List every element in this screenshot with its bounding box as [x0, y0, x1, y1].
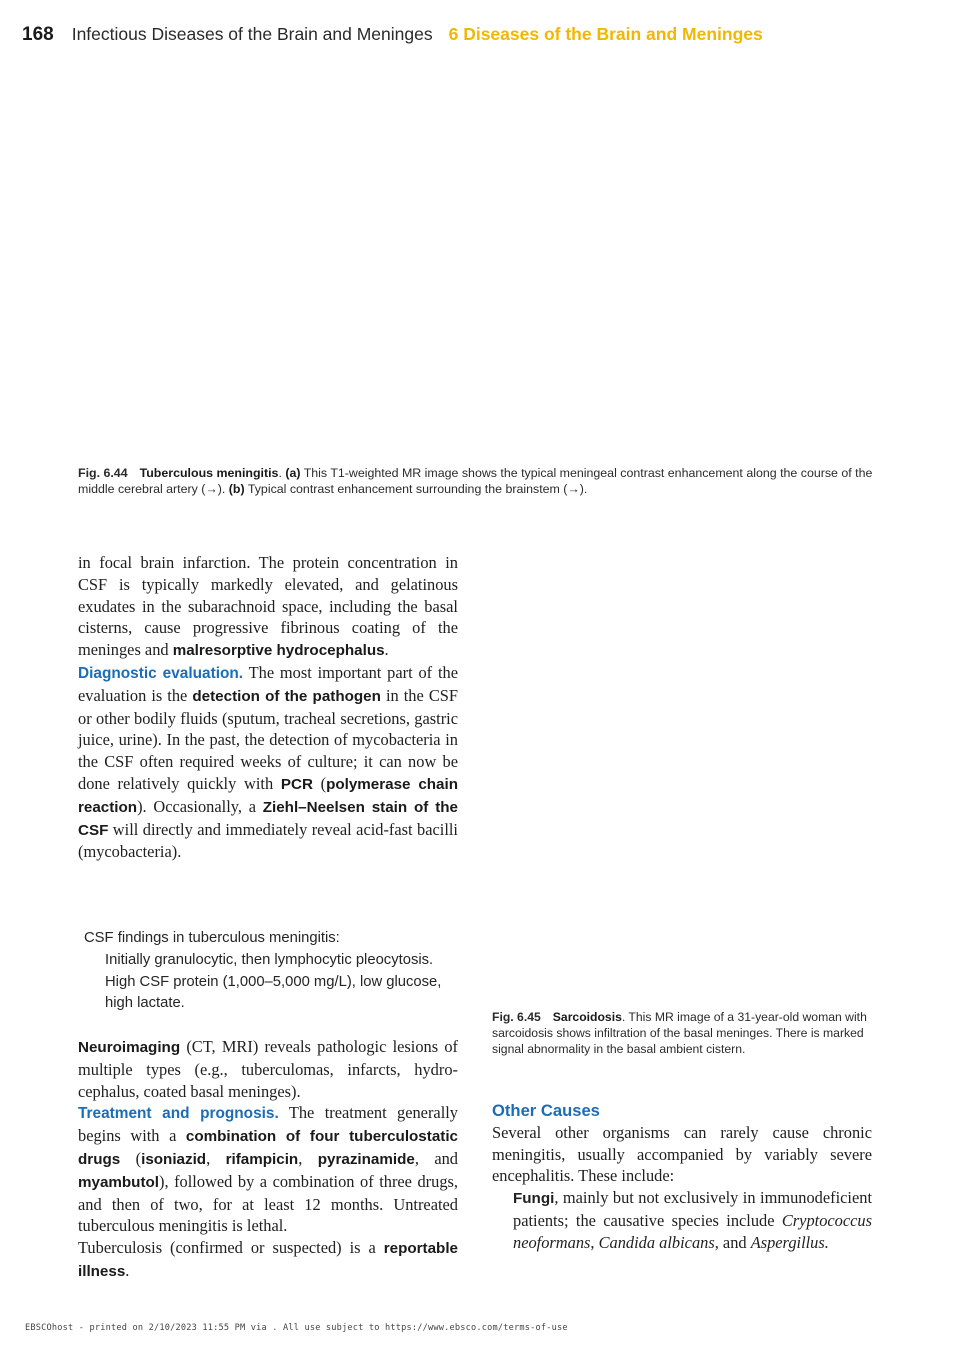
section-head-diagnostic: Diagnostic evaluation. — [78, 664, 244, 682]
section-head-treatment: Treatment and prognosis. — [78, 1105, 279, 1123]
figure-6-45-caption — [492, 1010, 876, 1057]
paragraph-other-causes-intro: Several other organisms can rarely cause chronic meningitis, usually accompanied by variably severe encephalitis. These include: — [492, 1122, 872, 1186]
paragraph-neuroimaging — [78, 1036, 458, 1102]
text-run: in the CSF or other bodily fluids (sputum, tracheal secretions, gastric juice, urine). In the past, the detection of mycobacteria in the CSF often required weeks of culture; it can now be done relatively quickly with — [78, 685, 458, 793]
drug-pyrazinamide: pyrazinamide — [317, 1150, 415, 1168]
figure-text-a: This T1-weighted MR image shows the typical meningeal contrast enhancement along the course of the middle cerebral artery (→). — [78, 466, 873, 496]
term-fungi: Fungi — [513, 1190, 555, 1208]
text-run: , and — [414, 1148, 458, 1168]
page-number: 168 — [22, 24, 54, 45]
paragraph-reportable — [78, 1237, 458, 1283]
text-run: The treatment generally begins with a — [78, 1103, 458, 1146]
left-column-bottom — [78, 1036, 458, 1283]
box-line: Initially granulocytic, then lymphocytic pleocytosis. — [105, 951, 434, 968]
text-run: The most important part of the evaluation is the — [78, 662, 458, 705]
figure-part-b: (b) — [228, 482, 245, 496]
species-candida: Candida albicans — [598, 1232, 715, 1252]
figure-label: Fig. 6.44 — [78, 466, 128, 480]
text-run: ), followed by a combination of three drugs, and then of two, for at least 12 months. Untreated tuberculous meningitis is lethal. — [78, 1171, 458, 1236]
figure-text-b: Typical contrast enhancement surrounding the brainstem (→). — [244, 482, 588, 496]
section-heading-other-causes: Other Causes — [492, 1101, 600, 1120]
text-run: (CT, MRI) reveals pathologic lesions of multiple types (e.g., tuberculomas, infarcts, hydrocephalus, coated basal meninges). — [78, 1037, 458, 1101]
term-detection-pathogen: detection of the pathogen — [192, 687, 381, 705]
term-neuroimaging: Neuroimaging — [78, 1039, 181, 1056]
species-cryptococcus: Cryptococcus neoformans — [513, 1210, 872, 1252]
text-run: , — [206, 1148, 226, 1168]
box-line: High CSF protein (1,000–5,000 mg/L), low glucose, high lactate. — [105, 973, 442, 1012]
paragraph-pathology — [78, 552, 458, 662]
text-run: . — [384, 640, 389, 660]
box-title: CSF findings in tuberculous meningitis: — [84, 930, 340, 946]
chapter-title: 6 Diseases of the Brain and Meninges — [448, 24, 763, 44]
term-malresorptive-hydrocephalus: malresorptive hydrocephalus — [172, 642, 385, 660]
figure-title: Tuberculous meningitis — [139, 466, 279, 480]
text-run: , — [590, 1232, 599, 1252]
figure-text: . This MR image of a 31-year-old woman with sarcoidosis shows infiltration of the basal meninges. There is marked signal abnormality in the basal ambient cistern. — [492, 1010, 867, 1056]
figure-6-44-caption: Fig. 6.44 Tuberculous meningitis. (a) This T1-weighted MR image shows the typical meningeal contrast enhancement along the course of the middle cerebral artery (→). (b) Typical contrast enhancement surrounding the brainstem (→). — [78, 466, 873, 496]
text-run: ( — [120, 1148, 142, 1168]
text-run: in focal brain infarction. The protein concentration in CSF is typically markedly elevated, and gelatinous exudates in the subarachnoid space, including the basal cisterns, cause progressive fibrinous coating of the meninges and — [78, 553, 458, 660]
text-run: , — [298, 1148, 318, 1168]
text-run: will directly and immediately reveal acid-fast bacilli (mycobacteria). — [78, 819, 458, 862]
text-run: . — [125, 1260, 130, 1280]
term-polymerase-chain-reaction: polymerase chain reaction — [78, 775, 458, 816]
figure-label: Fig. 6.45 — [492, 1010, 541, 1024]
text-run: Tuberculosis (confirmed or suspected) is a — [78, 1238, 384, 1258]
page-header — [22, 24, 763, 50]
drug-rifampicin: rifampicin — [225, 1150, 299, 1168]
figure-part-a: (a) — [285, 466, 301, 480]
term-pcr: PCR — [280, 775, 313, 793]
ebsco-footer: EBSCOhost - printed on 2/10/2023 11:55 PM via . All use subject to https://www.ebsco.com/terms-of-use — [25, 1323, 568, 1333]
figure-title: Sarcoidosis — [552, 1010, 622, 1024]
text-run: ( — [312, 773, 327, 793]
text-run: , and — [714, 1232, 751, 1252]
list-item-fungi — [513, 1187, 872, 1253]
csf-findings-box — [84, 928, 464, 1015]
term-ziehl-neelsen: Ziehl–Neelsen stain of the CSF — [78, 798, 458, 839]
paragraph-treatment — [78, 1102, 458, 1237]
paragraph-diagnostic-evaluation — [78, 662, 458, 863]
drug-myambutol: myambutol — [78, 1173, 160, 1191]
term-reportable-illness: reportable illness — [78, 1240, 458, 1280]
species-aspergillus: Aspergillus. — [750, 1232, 829, 1252]
left-column-top — [78, 552, 458, 863]
running-title: Infectious Diseases of the Brain and Meninges — [71, 24, 433, 44]
right-column — [492, 1100, 872, 1254]
term-four-drugs: combination of four tuberculostatic drugs — [78, 1128, 458, 1168]
text-run: ). Occasionally, a — [137, 796, 263, 816]
text-run: , mainly but not exclusively in immunodeficient patients; the causative species include — [513, 1188, 872, 1230]
drug-isoniazid: isoniazid — [141, 1150, 207, 1168]
